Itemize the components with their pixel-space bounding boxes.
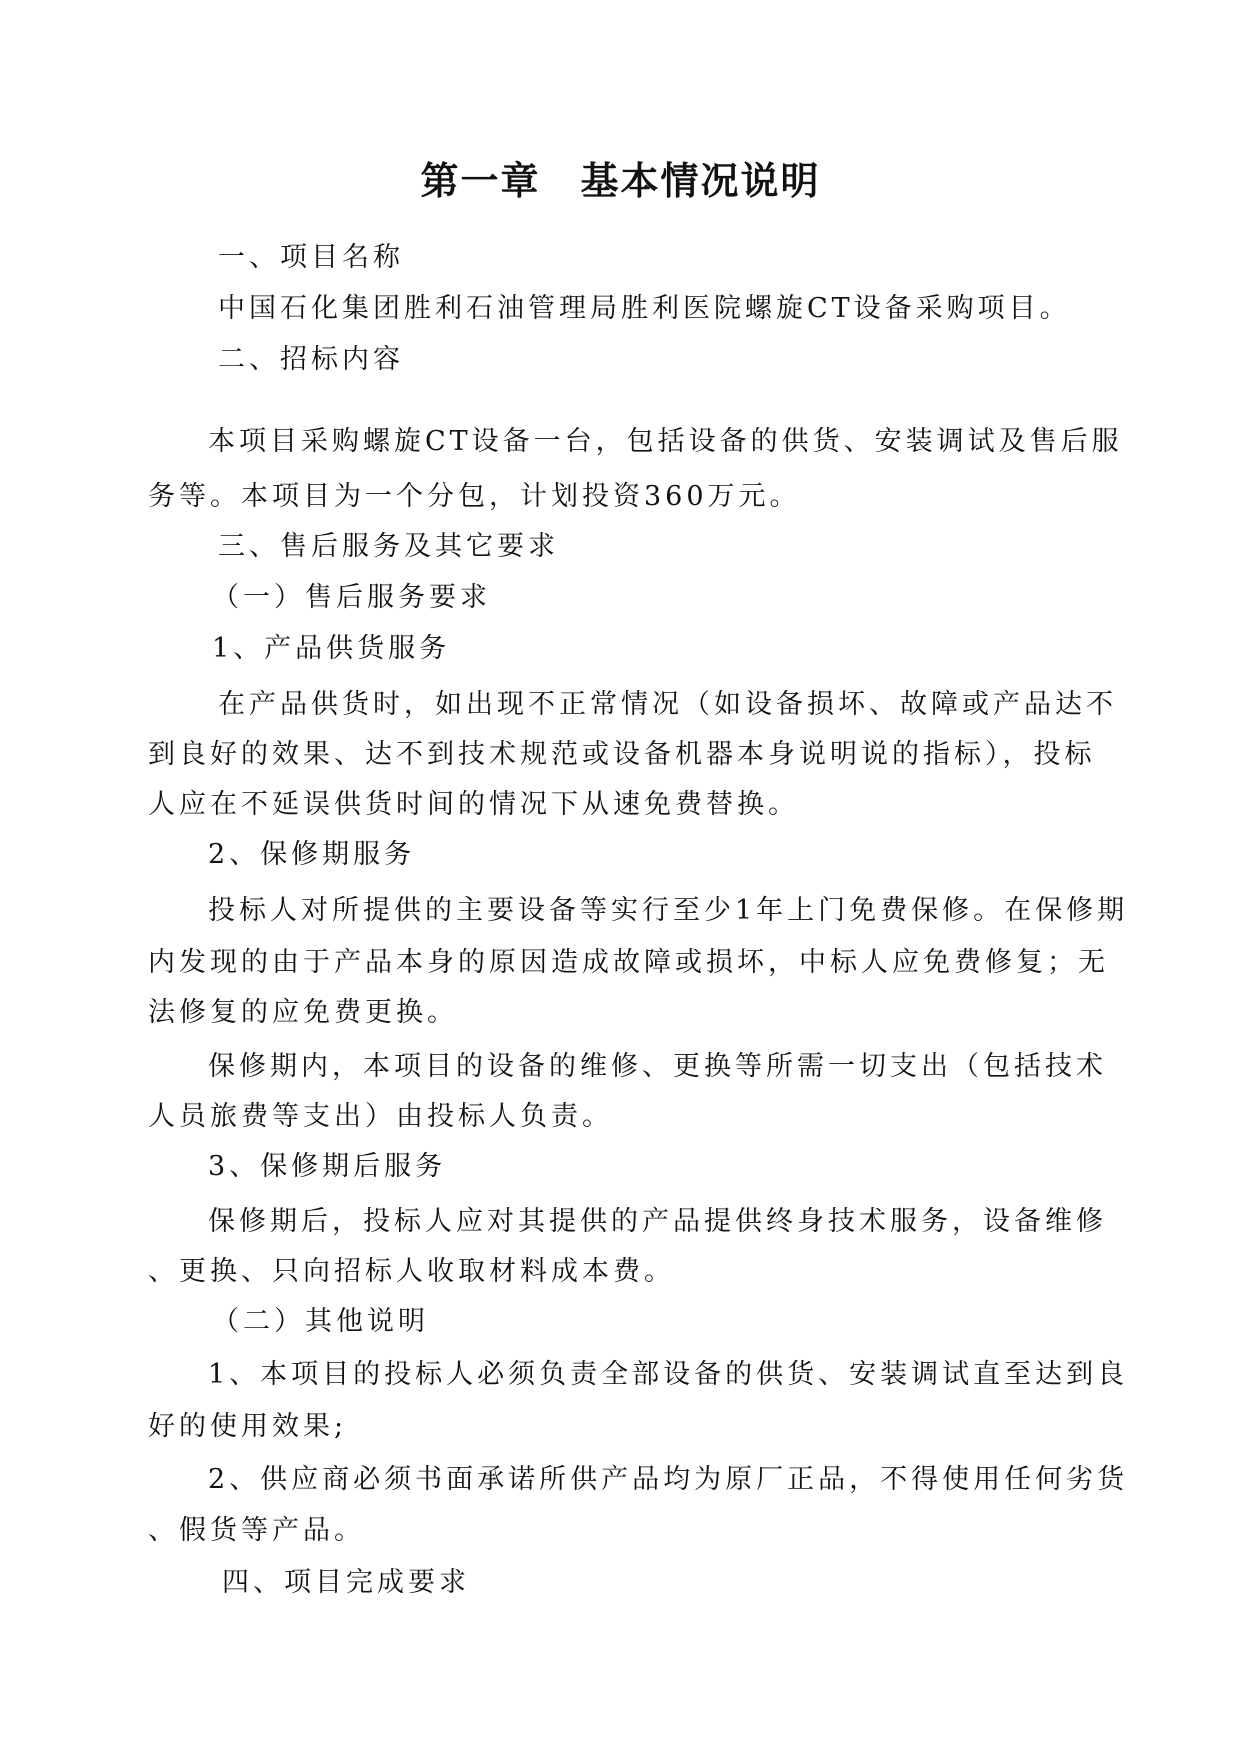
paragraph-line: 2、供应商必须书面承诺所供产品均为原厂正品，不得使用任何劣货 bbox=[208, 1464, 1129, 1495]
section-heading: 四、项目完成要求 bbox=[222, 1567, 470, 1598]
paragraph-line: 法修复的应免费更换。 bbox=[148, 997, 458, 1028]
paragraph-line: 好的使用效果; bbox=[148, 1411, 348, 1442]
section-heading: 二、招标内容 bbox=[218, 344, 404, 375]
section-heading: 三、售后服务及其它要求 bbox=[218, 531, 559, 562]
item-heading: 1、产品供货服务 bbox=[212, 633, 451, 664]
paragraph-line: 投标人对所提供的主要设备等实行至少1年上门免费保修。在保修期 bbox=[208, 895, 1129, 926]
paragraph-line: 、更换、只向招标人收取材料成本费。 bbox=[148, 1256, 675, 1287]
subsection-heading: （一）售后服务要求 bbox=[212, 582, 491, 613]
chapter-title: 第一章 基本情况说明 bbox=[420, 159, 821, 203]
paragraph-line: 中国石化集团胜利石油管理局胜利医院螺旋CT设备采购项目。 bbox=[218, 293, 1071, 324]
item-heading: 2、保修期服务 bbox=[208, 839, 416, 870]
paragraph-line: 人应在不延误供货时间的情况下从速免费替换。 bbox=[148, 789, 799, 820]
paragraph-line: 务等。本项目为一个分包，计划投资360万元。 bbox=[148, 481, 801, 512]
paragraph-line: 在产品供货时，如出现不正常情况（如设备损坏、故障或产品达不 bbox=[218, 689, 1117, 720]
paragraph-line: 、假货等产品。 bbox=[148, 1515, 365, 1546]
paragraph-line: 1、本项目的投标人必须负责全部设备的供货、安装调试直至达到良 bbox=[208, 1359, 1129, 1390]
paragraph-line: 人员旅费等支出）由投标人负责。 bbox=[148, 1101, 613, 1132]
paragraph-line: 保修期内，本项目的设备的维修、更换等所需一切支出（包括技术 bbox=[208, 1051, 1107, 1082]
paragraph-line: 本项目采购螺旋CT设备一台，包括设备的供货、安装调试及售后服 bbox=[208, 426, 1123, 457]
section-heading: 一、项目名称 bbox=[218, 242, 404, 273]
paragraph-line: 内发现的由于产品本身的原因造成故障或损坏，中标人应免费修复；无 bbox=[148, 947, 1109, 978]
paragraph-line: 到良好的效果、达不到技术规范或设备机器本身说明说的指标），投标 bbox=[148, 739, 1096, 770]
subsection-heading: （二）其他说明 bbox=[212, 1306, 429, 1337]
item-heading: 3、保修期后服务 bbox=[208, 1151, 447, 1182]
paragraph-line: 保修期后，投标人应对其提供的产品提供终身技术服务，设备维修 bbox=[208, 1206, 1107, 1237]
